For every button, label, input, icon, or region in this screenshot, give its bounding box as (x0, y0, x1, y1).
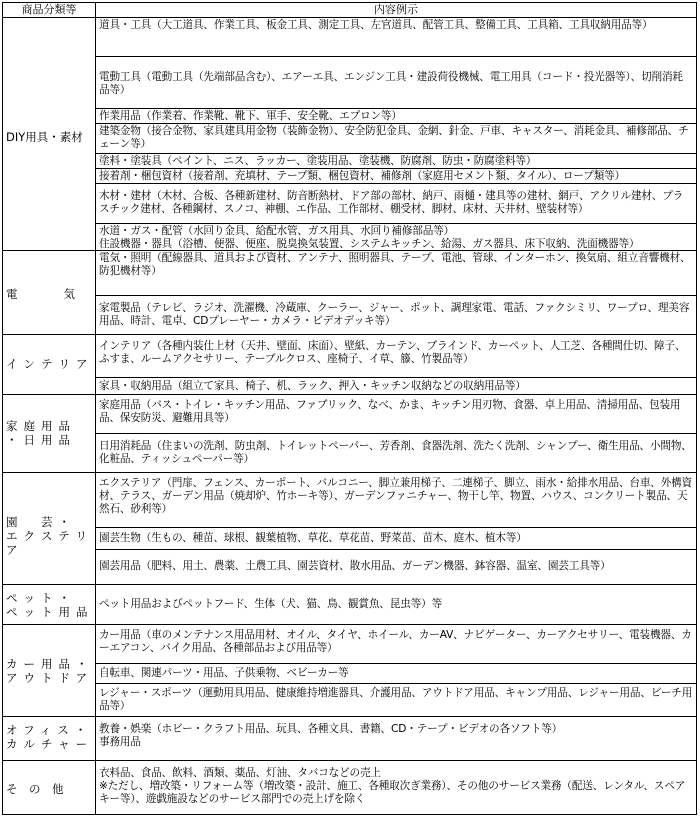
category-label: 家庭用品 ・日用品 (6, 419, 76, 447)
table-row-household (3, 394, 696, 473)
content-cell: 家庭用品（バス・トイレ・キッチン用品、ファブリック、なべ、かま、キッチン用刃物、食器、卓上用品、清掃用品、包装用品、保安防災、避難用具等） (99, 399, 681, 424)
content-cell: 家具・収納用品（組立て家具、椅子、机、ラック、押入・キッチン収納などの収納用品等） (96, 377, 696, 396)
table-header (3, 3, 696, 18)
content-cell: 水道・ガス・配管（水回り金具、給配水管、ガス用具、水回り補修部品等） 住設機器・器具（浴槽、便器、便座、脱臭換気装置、システムキッチン、給湯、ガス器具、床下収納、洗面機器等） (96, 223, 696, 252)
table-row-electric (3, 250, 696, 335)
table-row-garden (3, 472, 696, 585)
table-row-interior (3, 334, 696, 395)
header-category: 商品分類等 (21, 3, 77, 16)
content-cell: インテリア（各種内装仕上材（天井、壁面、床面）、壁紙、カーテン、ブラインド、カーペット、人工芝、各種間仕切、障子、ふすま、ルームアクセサリー、テーブルクロス、座椅子、イ草、籐、竹製品等） (99, 340, 686, 365)
header-contents: 内容例示 (374, 3, 418, 16)
content-cell: 自転車、関連パーツ・用品、子供乗物、ベビーカー等 (96, 663, 696, 684)
table-row-diy (3, 17, 696, 251)
content-cell: 建築金物（接合金物、家具建具用金物（装飾金物）、安全防犯金具、金網、針金、戸車、キャスター、消耗金具、補修部品、チェーン等） (96, 123, 696, 154)
content-cell: 電動工具（電動工具（先端部品含む）、エアーエ具、エンジン工具・建設荷役機械、電工用具（コード・投光器等）、切削消耗品等） (96, 56, 696, 109)
table-row-pet (3, 584, 696, 625)
content-cell: 接着剤・梱包資材（接着剤、充填材、テープ類、梱包資材、補修剤（家庭用セメント類、タイル）、ロープ類等） (96, 168, 696, 184)
category-label: ペット・ ペット用品 (6, 591, 94, 619)
content-cell: 教養・娯楽（ホビー・クラフト用品、玩具、各種文具、書籍、CD・テープ・ビデオの各ソフト等） 事務用品 (99, 723, 563, 748)
category-label: DIY用具・素材 (6, 130, 83, 144)
content-cell: 園芸生物（生もの、種苗、球根、観葉植物、草花、草花苗、野菜苗、苗木、庭木、植木等） (96, 527, 696, 550)
content-cell: 塗料・塗装具（ペイント、ニス、ラッカー、塗装用品、塗装機、防腐剤、防虫・防腐塗料等） (96, 153, 696, 169)
category-label: カー用品・ アウトドア (6, 657, 94, 685)
content-cell: 道具・工具（大工道具、作業工具、板金工具、測定工具、左官道具、配管工具、整備工具、工具箱、工具収納用品等） (99, 19, 653, 31)
content-cell: 作業用品（作業着、作業靴、靴下、軍手、安全靴、エプロン等） (96, 108, 696, 124)
content-cell: カー用品（車のメンテナンス用品用材、オイル、タイヤ、ホイール、カーAV、ナビゲーター、カーアクセサリー、電装機器、カーエアコン、バイク用品、各種部品および用品等） (99, 629, 692, 654)
category-label: そ の 他 (6, 782, 64, 796)
content-cell: 衣料品、食品、飲料、酒類、薬品、灯油、タバコなどの売上 ※ただし、増改築・リフォーム等（増改築・設計、施工、各種取次ぎ業務）、その他のサービス業務（配送、レンタル、スペアキー等）、遊戯施設などのサービス部門での売上げを除く (99, 767, 686, 805)
content-cell: 電気・照明（配線器具、道具および資材、アンテナ、照明器具、テープ、電池、管球、インターホン、換気扇、組立音響機材、防犯機材等） (99, 252, 691, 277)
category-label: 園 芸・ エクステリア (6, 515, 94, 557)
category-table (2, 2, 697, 815)
content-cell: 園芸用品（肥料、用土、農薬、土農工具、園芸資材、散水用品、ガーデン機器、鉢容器、温室、園芸工具等） (96, 549, 696, 586)
category-label: オフィス・ カルチャー (6, 723, 94, 751)
table-row-car (3, 624, 696, 717)
content-cell: レジャー・スポーツ（運動用具用品、健康維持増進器具、介護用品、アウトドア用品、キャンプ用品、レジャー用品、ビーチ用品等） (96, 683, 696, 718)
category-label: 電 気 (6, 287, 75, 301)
content-cell: ペット用品およびペットフード、生体（犬、猫、鳥、観賞魚、昆虫等）等 (99, 598, 443, 610)
category-label: インテリア (6, 357, 94, 371)
content-cell: 木材・建材（木材、合板、各種新建材、防音断熱材、ドア部の部材、納戸、雨樋・建具等の建材、網戸、アクリル建材、プラスチック建材、各種鋼材、スノコ、神棚、エ作品、工作部材、棚受材、脚材、床材、天井材、壁装材等） (96, 183, 696, 224)
table-row-office (3, 716, 696, 761)
content-cell: 日用消耗品（住まいの洗剤、防虫剤、トイレットペーパー、芳香剤、食器洗剤、洗たく洗剤、シャンプー、衛生用品、小間物、化粧品、ティッシュペーパー等） (96, 433, 696, 474)
content-cell: エクステリア（門扉、フェンス、カーポート、バルコニー、脚立兼用梯子、二連梯子、脚立、雨水・給排水用品、台車、外構資材、テラス、ガーデン用品（焼却炉、竹ホーキ等）、ガーデンファニチャー、物干し竿、物置、ハウス、コンクリート製品、天然石、砂利等） (99, 477, 693, 515)
table-row-other (3, 760, 696, 817)
content-cell: 家電製品（テレビ、ラジオ、洗濯機、冷蔵庫、クーラー、ジャー、ポット、調理家電、電話、ファクシミリ、ワープロ、理美容用品、時計、電卓、CDプレーヤー・カメラ・ビデオデッキ等） (96, 295, 696, 336)
